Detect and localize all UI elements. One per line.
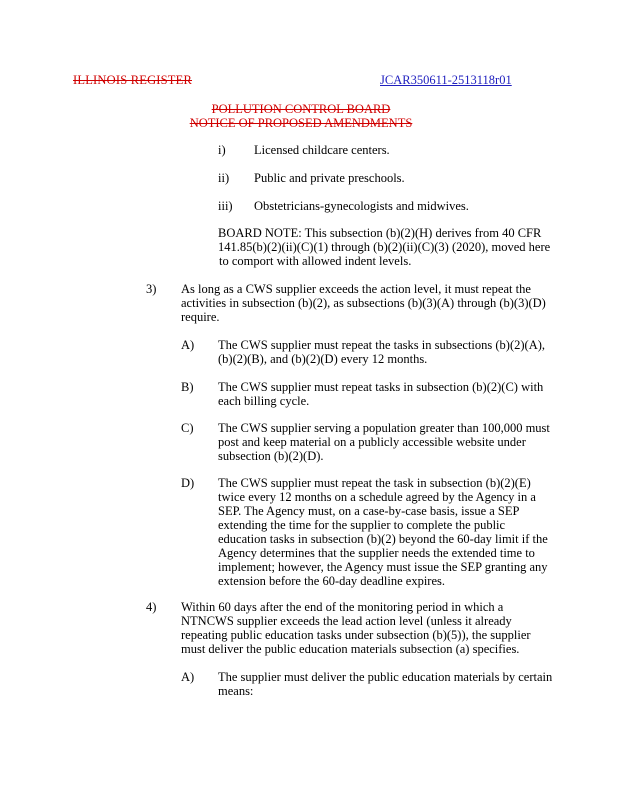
text-line: twice every 12 months on a schedule agreed by the Agency in a	[218, 490, 536, 504]
notice-title: NOTICE OF PROPOSED AMENDMENTS	[189, 116, 413, 130]
list-number: iii)	[218, 199, 233, 213]
board-note-line: 141.85(b)(2)(ii)(C)(1) through (b)(2)(ii)(C)(3) (2020), moved here	[218, 240, 551, 254]
subsection-text	[218, 421, 550, 463]
text-line: (b)(2)(B), and (b)(2)(D) every 12 months.	[218, 352, 428, 366]
register-header-left: ILLINOIS REGISTER	[73, 73, 193, 87]
text-line: must deliver the public education materials subsection (a) specifies.	[181, 642, 520, 656]
text-line: post and keep material on a publicly accessible website under	[218, 435, 526, 449]
text-line: extending the time for the supplier to complete the public	[218, 518, 506, 532]
list-text: Obstetricians-gynecologists and midwives.	[254, 199, 469, 213]
subsection-text	[218, 380, 543, 408]
text-line: subsection (b)(2)(D).	[218, 449, 324, 463]
text-line: The CWS supplier must repeat the tasks in subsections (b)(2)(A),	[218, 338, 546, 352]
text-line: extension before the 60-day deadline expires.	[218, 574, 445, 588]
subsection-number: 4)	[146, 600, 157, 614]
text-line: implement; however, the Agency must issue the SEP granting any	[218, 560, 548, 574]
board-note-line: to comport with allowed indent levels.	[219, 254, 412, 268]
subsection-number: C)	[181, 421, 194, 435]
subsection-number: B)	[181, 380, 194, 394]
subsection-number: A)	[181, 338, 195, 352]
text-line: Within 60 days after the end of the monitoring period in which a	[181, 600, 504, 614]
board-note	[218, 226, 550, 268]
text-line: Agency determines that the supplier needs the extended time to	[218, 546, 535, 560]
text-line: activities in subsection (b)(2), as subsections (b)(3)(A) through (b)(3)(D)	[181, 296, 546, 310]
subsection-text	[181, 282, 546, 324]
text-line: require.	[181, 310, 220, 324]
text-line: education tasks in subsection (b)(2) beyond the 60-day limit if the	[218, 532, 548, 546]
text-line: SEP. The Agency must, on a case-by-case basis, issue a SEP	[218, 504, 520, 518]
list-text: Public and private preschools.	[254, 171, 405, 185]
subsection-number: A)	[181, 670, 195, 684]
text-line: repeating public education tasks under subsection (b)(5)), the supplier	[181, 628, 531, 642]
register-header-right: JCAR350611-2513118r01	[380, 73, 512, 87]
text-line: As long as a CWS supplier exceeds the action level, it must repeat the	[181, 282, 531, 296]
list-text: Licensed childcare centers.	[254, 143, 390, 157]
text-line: each billing cycle.	[218, 394, 310, 408]
text-line: The CWS supplier must repeat tasks in subsection (b)(2)(C) with	[218, 380, 544, 394]
subsection-text	[218, 476, 548, 588]
text-line: The CWS supplier serving a population greater than 100,000 must	[218, 421, 550, 435]
board-note-line: BOARD NOTE: This subsection (b)(2)(H) derives from 40 CFR	[218, 226, 542, 240]
text-line: The supplier must deliver the public education materials by certain	[218, 670, 553, 684]
subsection-text	[218, 670, 552, 698]
subsection-number: 3)	[146, 282, 157, 296]
list-number: ii)	[218, 171, 230, 185]
list-number: i)	[218, 143, 226, 157]
text-line: means:	[218, 684, 254, 698]
subsection-text	[181, 600, 531, 656]
text-line: The CWS supplier must repeat the task in subsection (b)(2)(E)	[218, 476, 531, 490]
text-line: NTNCWS supplier exceeds the lead action level (unless it already	[181, 614, 512, 628]
subsection-text	[218, 338, 545, 366]
subsection-number: D)	[181, 476, 195, 490]
agency-title: POLLUTION CONTROL BOARD	[211, 102, 391, 116]
